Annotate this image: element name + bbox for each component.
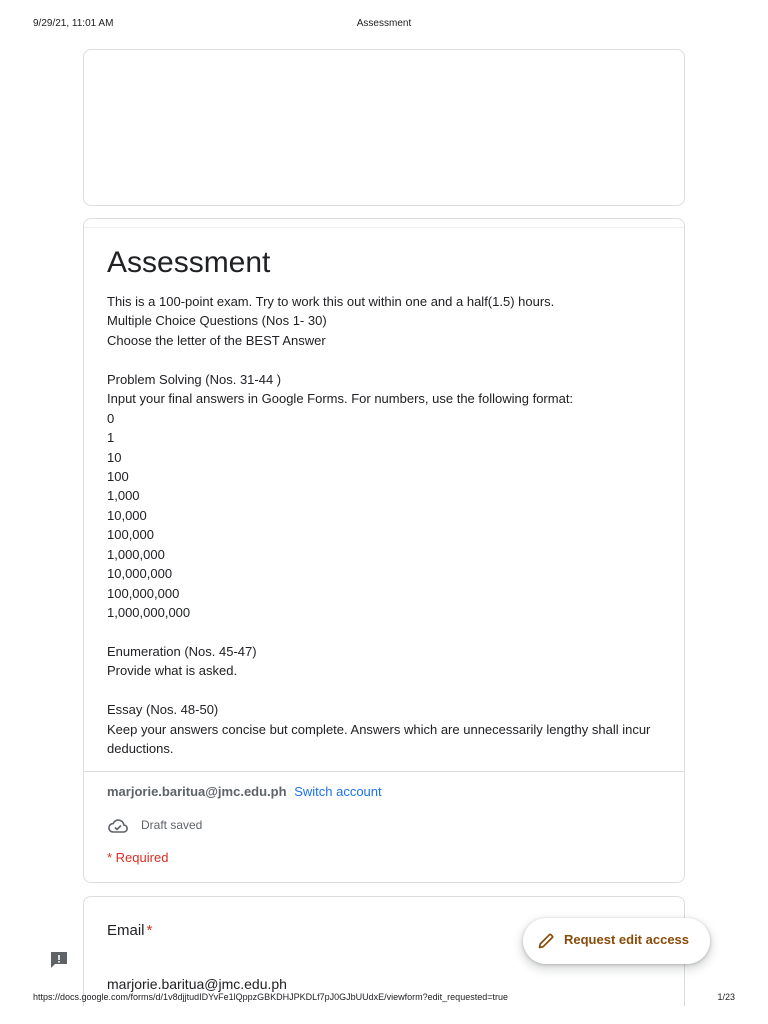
email-question-label bbox=[107, 922, 152, 939]
description-line: Keep your answers concise but complete. Answers which are unnecessarily lengthy shall incur deductions. bbox=[107, 721, 651, 757]
divider bbox=[84, 771, 684, 772]
print-footer bbox=[0, 992, 768, 1006]
description-line bbox=[107, 681, 663, 700]
required-star: * bbox=[146, 922, 153, 939]
draft-saved-label: Draft saved bbox=[141, 818, 203, 832]
description-line: 0 bbox=[107, 410, 115, 426]
description-line: Provide what is asked. bbox=[107, 663, 238, 679]
print-title: Assessment bbox=[356, 18, 412, 29]
print-datetime: 9/29/21, 11:01 AM bbox=[33, 18, 114, 29]
description-line: Problem Solving (Nos. 31-44 ) bbox=[107, 371, 282, 387]
description-line: Choose the letter of the BEST Answer bbox=[107, 332, 326, 348]
description-line: 100,000 bbox=[107, 527, 154, 543]
account-email: marjorie.baritua@jmc.edu.ph bbox=[107, 784, 287, 799]
description-line: 1,000,000 bbox=[107, 546, 165, 562]
description-line: This is a 100-point exam. Try to work this out within one and a half(1.5) hours. bbox=[107, 294, 555, 309]
description-line: Multiple Choice Questions (Nos 1- 30) bbox=[107, 313, 327, 329]
description-line bbox=[107, 622, 663, 641]
header-banner bbox=[83, 49, 685, 206]
card-top-strip bbox=[84, 219, 684, 228]
required-note: * Required bbox=[107, 850, 169, 865]
description-line: 100 bbox=[107, 468, 129, 484]
email-value: marjorie.baritua@jmc.edu.ph bbox=[107, 976, 287, 992]
description-line: Essay (Nos. 48-50) bbox=[107, 702, 219, 718]
description-line: 1 bbox=[107, 430, 115, 446]
description-line: 1,000 bbox=[107, 488, 140, 504]
print-url: https://docs.google.com/forms/d/1v8djjtudIDYvFe1lQppzGBKDHJPKDLf7pJ0GJbUUdxE/viewform?edit_requested=true bbox=[33, 992, 508, 1002]
description-line: 1,000,000,000 bbox=[107, 605, 191, 620]
page-number: 1/23 bbox=[717, 992, 735, 1002]
form-header-card bbox=[83, 218, 685, 883]
request-edit-access-label: Request edit access bbox=[564, 932, 690, 947]
email-label-text: Email bbox=[107, 922, 145, 939]
description-line: 10,000,000 bbox=[107, 566, 173, 582]
description-line: 10,000 bbox=[107, 507, 147, 523]
feedback-icon[interactable] bbox=[49, 950, 69, 970]
request-edit-access-button[interactable] bbox=[523, 918, 710, 964]
form-description bbox=[107, 292, 663, 759]
description-line: 10 bbox=[107, 449, 122, 465]
description-line: Enumeration (Nos. 45-47) bbox=[107, 643, 257, 659]
description-line: Input your final answers in Google Forms. For numbers, use the following format: bbox=[107, 391, 574, 407]
pencil-icon bbox=[537, 932, 555, 950]
description-line: 100,000,000 bbox=[107, 585, 180, 601]
print-header bbox=[0, 18, 768, 32]
form-title: Assessment bbox=[107, 246, 271, 279]
account-line bbox=[107, 784, 382, 799]
description-line bbox=[107, 350, 663, 369]
cloud-done-icon bbox=[107, 817, 129, 835]
switch-account-link[interactable]: Switch account bbox=[294, 784, 382, 799]
